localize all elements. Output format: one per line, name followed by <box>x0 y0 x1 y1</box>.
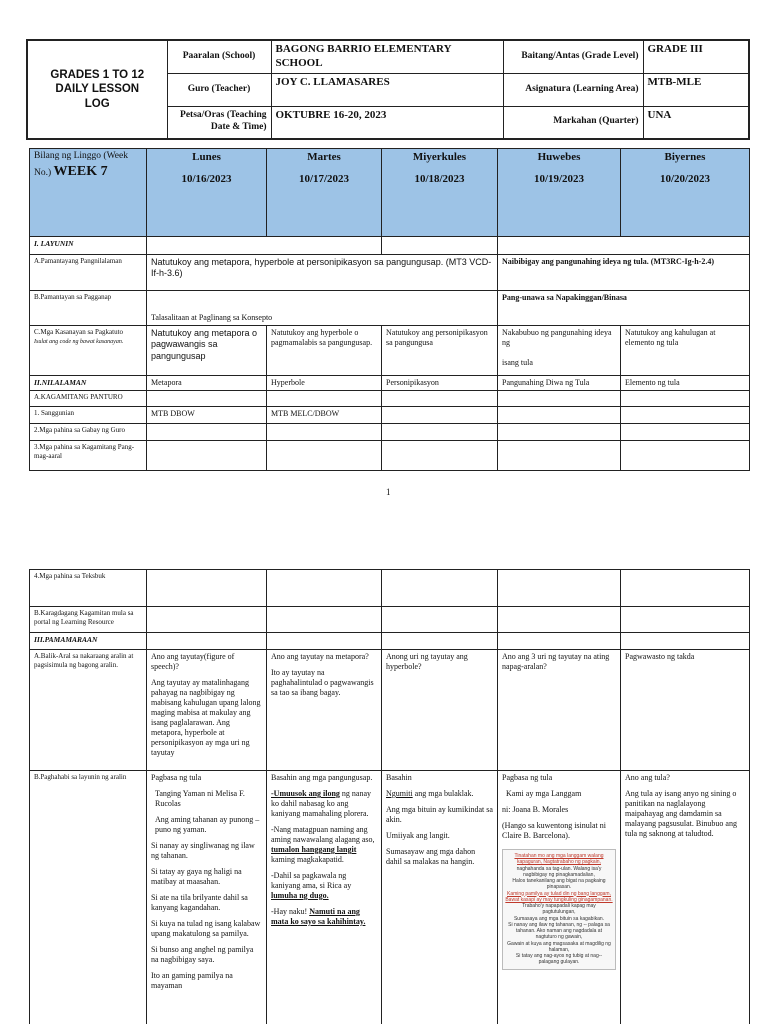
row-label-kagamitang-mag-aaral: 3.Mga pahina sa Kagamitang Pang-mag-aaral <box>30 441 147 471</box>
ba-wed: Anong uri ng tayutay ang hyperbole? <box>382 650 498 771</box>
school-value: BAGONG BARRIO ELEMENTARY SCHOOL <box>271 40 503 73</box>
teaching-date-value: OKTUBRE 16-20, 2023 <box>271 106 503 139</box>
lesson-table-page-1 <box>29 148 750 471</box>
kas-wed: Natutukoy ang personipikasyon sa pangungusa <box>382 326 498 376</box>
row-label-gabay-guro: 2.Mga pahina sa Gabay ng Guro <box>30 424 147 441</box>
quarter-value: UNA <box>643 106 749 139</box>
teaching-date-label: Petsa/Oras (Teaching Date & Time) <box>167 106 271 139</box>
poem-image: Tinatahan mo ang mga langgam walang kapaguran, Nagtatrabaho ng pagkain, naghahanda sa tag-ulan. Walang isa'y nagbibigay ng pinagkamadalian, Halos tanekanilang ang bigat na pagkaing pinapasan. Kaming pamilya ay tulad din ng bang langgam, Bawat kasapi ay may tungkuling ginagampanan. Trabaho'y napapadali kapag may pagtutulungan, Sumasaya ang mga bituin sa kagabikan. Si nanay ang ilaw ng tahanan, ng -- palaga sa tahanan. Ako naman ang nagdadala at nagtuturo ng gawain, Gawain at kuya ang magsasaka at magdilig ng halaman, Si tatay ang nag-ayos ng tubig at nag-- palagang gulayan. <box>502 849 616 970</box>
school-label: Paaralan (School) <box>167 40 271 73</box>
row-label-paghahabi: B.Paghahabi sa layunin ng aralin <box>30 771 147 1024</box>
section-nilalaman: II.NILALAMAN <box>30 376 147 391</box>
pg-mon-wed: Talasalitaan at Paglinang sa Konsepto <box>147 291 498 326</box>
grade-label: Baitang/Antas (Grade Level) <box>503 40 643 73</box>
row-label-balik-aral: A.Balik-Aral sa nakaraang aralin at pagsisimula ng bagong aralin. <box>30 650 147 771</box>
row-label-kagamitang-panturo: A.KAGAMITANG PANTURO <box>30 391 147 407</box>
nil-wed: Personipikasyon <box>382 376 498 391</box>
ph-wed: Basahin Ngumiti ang mga bulaklak. Ang mga bituin ay kumikindat sa akin. Umiiyak ang langit. Sumasayaw ang mga dahon dahil sa malakas na hangin. <box>382 771 498 1024</box>
mga-kasanayan-note: Isulat ang code ng bawat kasanayan. <box>34 338 124 345</box>
row-label-mga-kasanayan: C.Mga Kasanayan sa Pagkatuto Isulat ang code ng bawat kasanayan. <box>30 326 147 376</box>
nil-thu: Pangunahing Diwa ng Tula <box>498 376 621 391</box>
pp-mon-wed: Natutukoy ang metapora, hyperbole at personipikasyon sa pangungusap. (MT3 VCD-If-h-3.6) <box>147 255 498 291</box>
grade-value: GRADE III <box>643 40 749 73</box>
section-pamamaraan: III.PAMAMARAAN <box>30 633 147 650</box>
day-header-friday: Biyernes 10/20/2023 <box>621 149 750 237</box>
nil-tue: Hyperbole <box>267 376 382 391</box>
ph-fri: Ano ang tula? Ang tula ay isang anyo ng sining o panitikan na naglalayong maipahayag ang damdamin sa malayang pagsusulat. Binubuo ang tula ng saknong at taludtod. <box>621 771 750 1024</box>
day-header-monday: Lunes 10/16/2023 <box>147 149 267 237</box>
ba-fri: Pagwawasto ng takda <box>621 650 750 771</box>
row-label-pamantayang-pangnilalaman: A.Pamantayang Pangnilalaman <box>30 255 147 291</box>
page-number: 1 <box>386 487 391 497</box>
teacher-value: JOY C. LLAMASARES <box>271 73 503 106</box>
learning-area-value: MTB-MLE <box>643 73 749 106</box>
week-label: Bilang ng Linggo (Week No.) <box>34 151 128 178</box>
sang-tue: MTB MELC/DBOW <box>267 407 382 424</box>
lesson-table-page-2 <box>29 569 750 1024</box>
ph-tue: Basahin ang mga pangungusap. -Umuusok ang ilong ng nanay ko dahil nabasag ko ang kaniyang mamahaling plorera. -Nang matagpuan naming ang aming nawawalang alagang aso, tumalon hanggang langit kaming magkakapatid. -Dahil sa pagkawala ng kaniyang ama, si Rica ay lumuha ng dugo. -Hay naku! Namuti na ang mata ko sayo sa kahihintay. <box>267 771 382 1024</box>
row-label-karagdagang-kagamitan: B.Karagdagang Kagamitan mula sa portal ng Learning Resource <box>30 607 147 633</box>
quarter-label: Markahan (Quarter) <box>503 106 643 139</box>
kas-mon: Natutukoy ang metapora o pagwawangis sa pangungusap <box>147 326 267 376</box>
nil-fri: Elemento ng tula <box>621 376 750 391</box>
lesson-log-header <box>26 39 750 140</box>
kas-thu: Nakabubuo ng pangunahing ideya ng isang tula <box>498 326 621 376</box>
pg-thu-fri: Pang-unawa sa Napakinggan/Binasa <box>498 291 750 326</box>
row-label-sanggunian: 1. Sanggunian <box>30 407 147 424</box>
kas-tue: Natutukoy ang hyperbole o pagmamalabis sa pangungusap. <box>267 326 382 376</box>
sang-mon: MTB DBOW <box>147 407 267 424</box>
row-label-teksbuk: 4.Mga pahina sa Teksbuk <box>30 570 147 607</box>
ph-mon: Pagbasa ng tula Tanging Yaman ni Melisa F. Rucolas Ang aming tahanan ay punong –puno ng yaman. Si nanay ay singliwanag ng ilaw ng tahanan. Si tatay ay gaya ng haligi na matibay at maasahan. Si ate na tila brilyante dahil sa kanyang kagandahan. Si kuya na tulad ng isang kalabaw upang makatulong sa pamilya. Si bunso ang anghel ng pamilya na nagbibigay saya. Ito an gaming pamilya na mayaman <box>147 771 267 1024</box>
week-cell <box>30 149 147 237</box>
kas-fri: Natutukoy ang kahulugan at elemento ng tula <box>621 326 750 376</box>
row-label-pamantayan-pagganap: B.Pamantayan sa Pagganap <box>30 291 147 326</box>
day-header-thursday: Huwebes 10/19/2023 <box>498 149 621 237</box>
ba-thu: Ano ang 3 uri ng tayutay na ating napag-aralan? <box>498 650 621 771</box>
teacher-label: Guro (Teacher) <box>167 73 271 106</box>
ph-thu: Pagbasa ng tula Kami ay mga Langgam ni: Joana B. Morales (Hango sa kuwentong isinulat ni Claire B. Barcelona). Tinatahan mo ang mga langgam walang kapaguran, Nagtatrabaho ng pagkain, naghahanda sa tag-ulan. Walang isa'y nagbibigay ng pinagkamadalian, Halos tanekanilang ang bigat na pagkaing pinapasan. Kaming pamilya ay tulad din ng bang langgam, Bawat kasapi ay may tungkuling ginagampanan. Trabaho'y napapadali kapag may pagtutulungan, Sumasaya ang mga bituin sa kagabikan. Si nanay ang ilaw ng tahanan, ng -- palaga sa tahanan. Ako naman ang nagdadala at nagtuturo ng gawain, Gawain at kuya ang magsasaka at magdilig ng halaman, Si tatay ang nag-ayos ng tubig at nag-- palagang gulayan. <box>498 771 621 1024</box>
day-header-tuesday: Martes 10/17/2023 <box>267 149 382 237</box>
learning-area-label: Asignatura (Learning Area) <box>503 73 643 106</box>
section-layunin: I. LAYUNIN <box>30 237 147 255</box>
ba-mon: Ano ang tayutay(figure of speech)? Ang tayutay ay matalinhagang pahayag na nagbibigay ng mabisang kahulugan upang lalong maging mabisa at makulay ang isang paglalarawan. Ang metapora, hyperbole at personipikasyon ay mga uri ng tayutay <box>147 650 267 771</box>
week-value: WEEK 7 <box>53 163 108 179</box>
pp-thu-fri: Naibibigay ang pangunahing ideya ng tula. (MT3RC-Ig-h-2.4) <box>498 255 750 291</box>
nil-mon: Metapora <box>147 376 267 391</box>
day-header-wednesday: Miyerkules 10/18/2023 <box>382 149 498 237</box>
document-title: GRADES 1 TO 12 DAILY LESSON LOG <box>27 40 167 139</box>
ba-tue: Ano ang tayutay na metapora? Ito ay tayutay na paghahalintulad o pagwawangis sa tao sa ibang bagay. <box>267 650 382 771</box>
